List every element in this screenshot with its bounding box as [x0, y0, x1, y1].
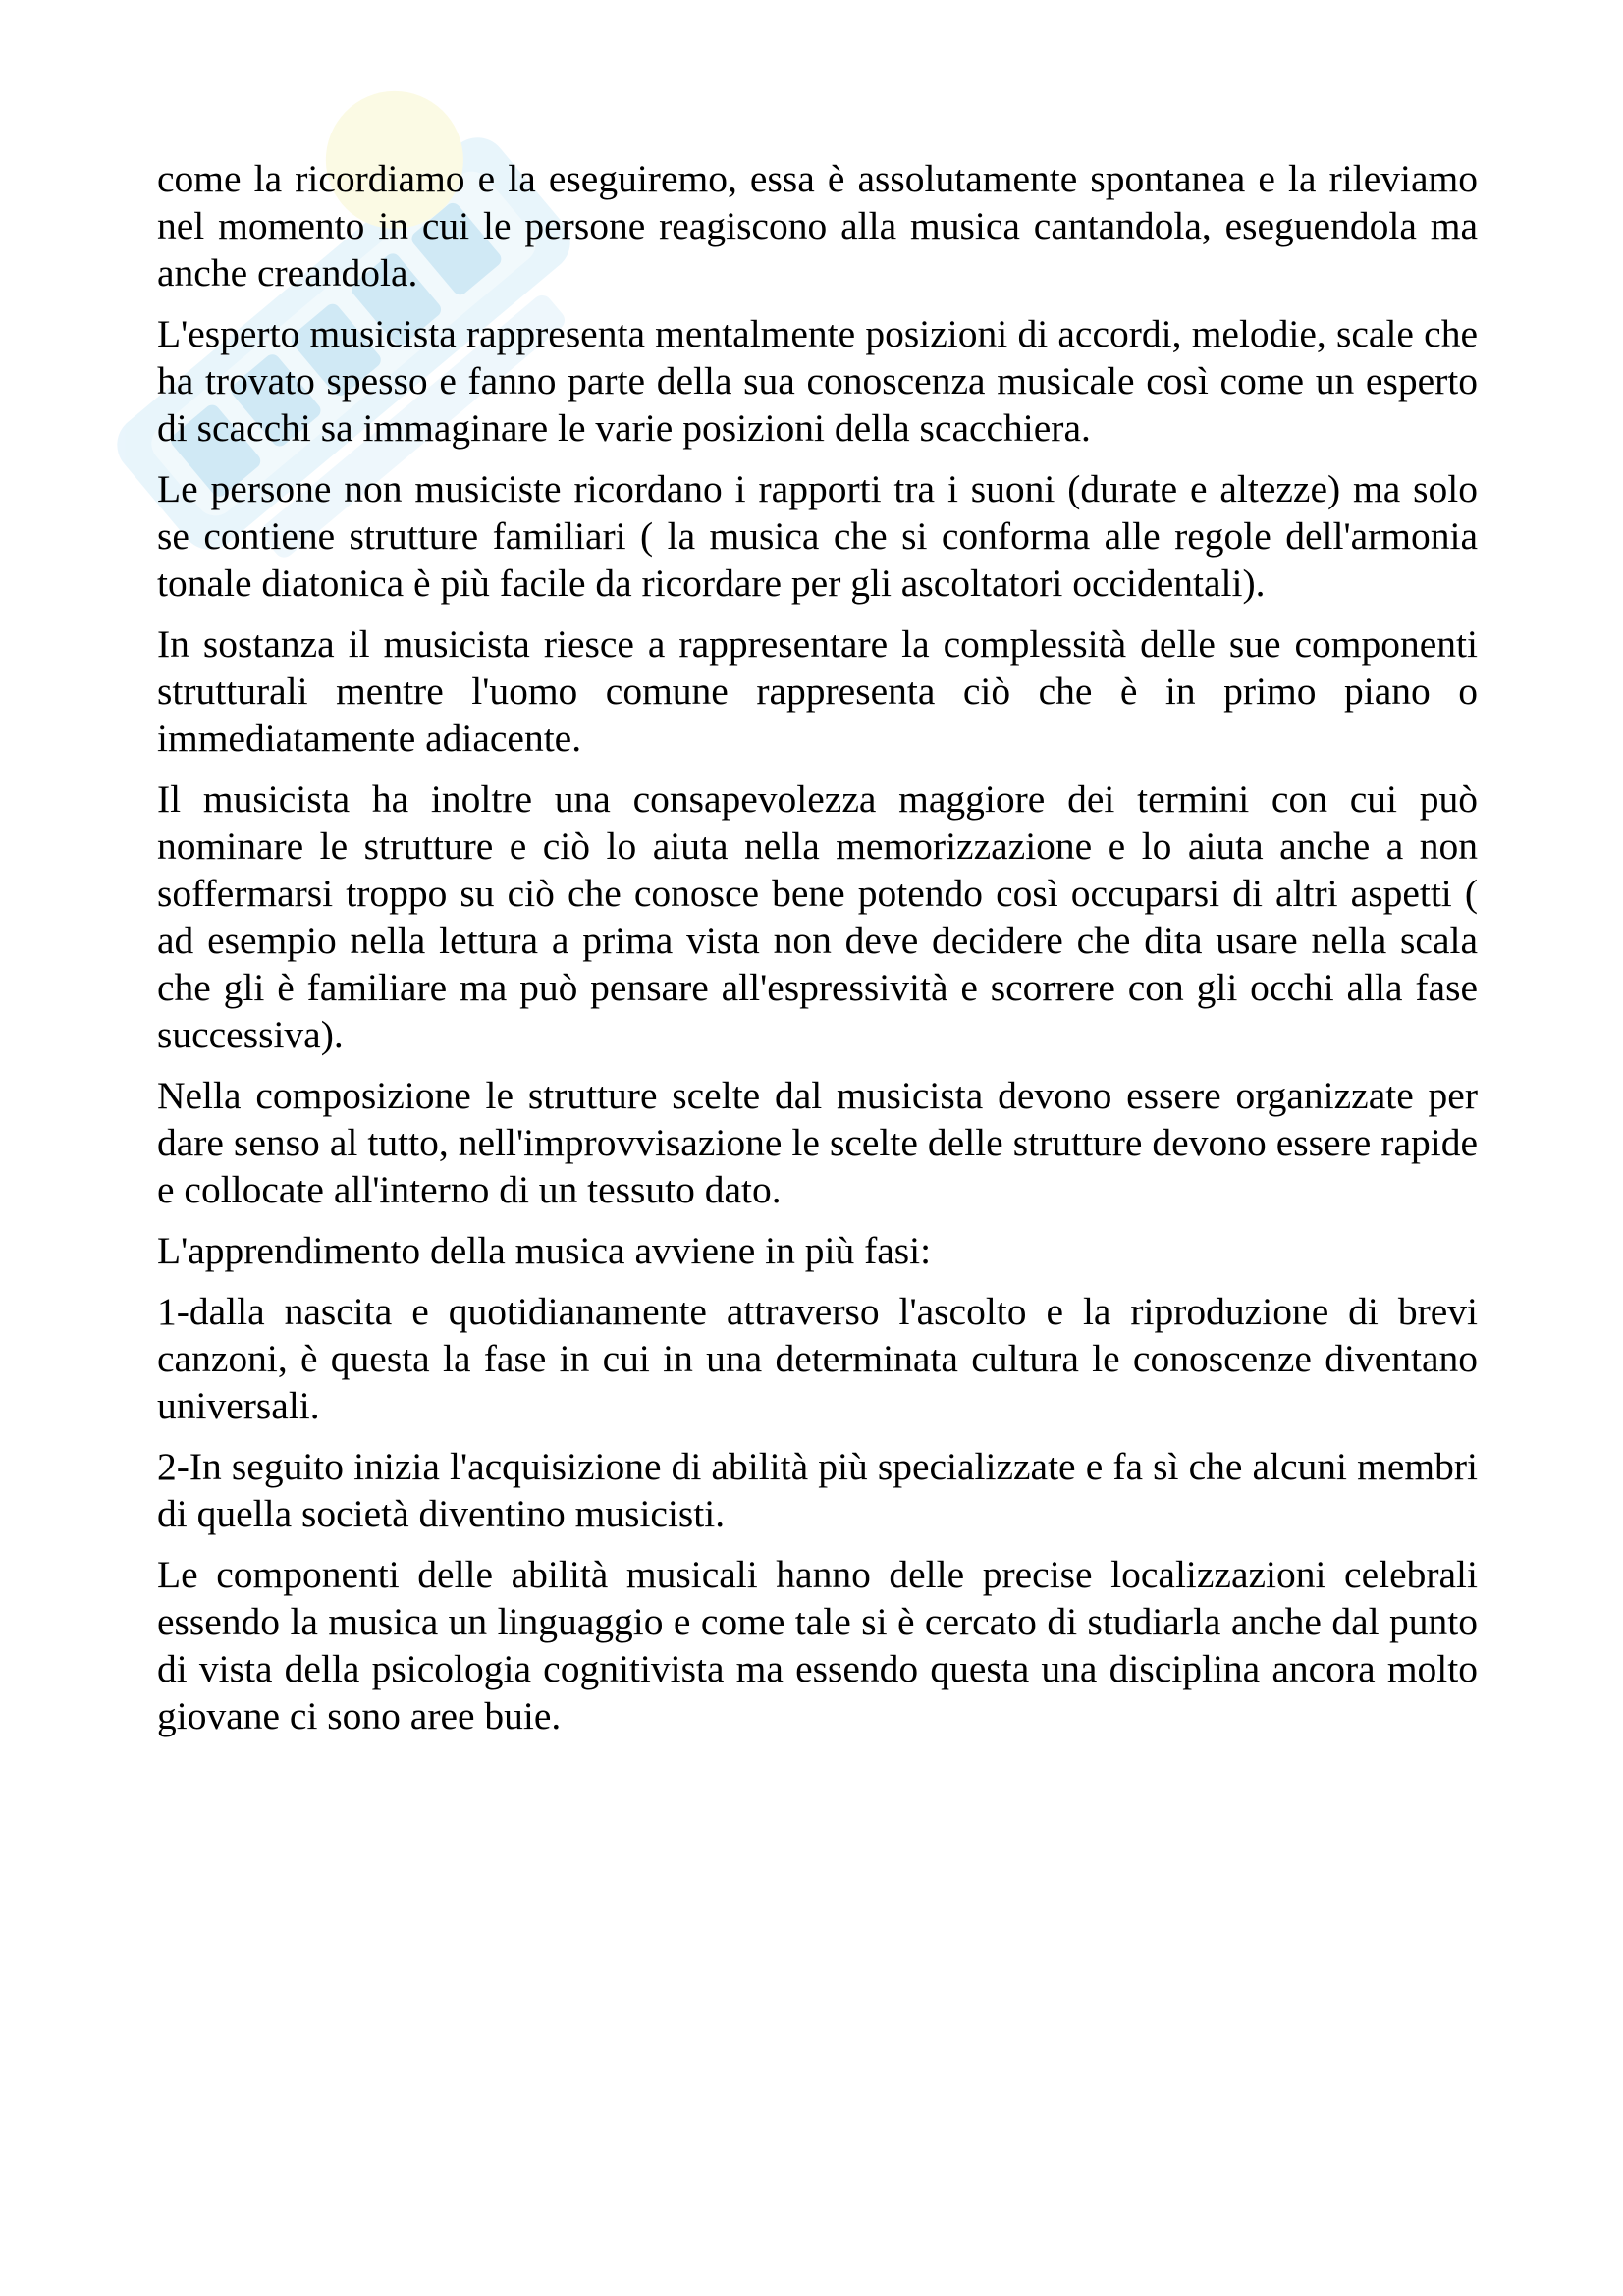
paragraph: Le componenti delle abilità musicali hanno delle precise localizzazioni celebrali essendo la musica un linguaggio e come tale si è cercato di studiarla anche dal punto di vista della psicologia cognitivista ma essendo questa una disciplina ancora molto giovane ci sono aree buie.: [157, 1553, 1478, 1737]
paragraph: Nella composizione le strutture scelte dal musicista devono essere organizzate per dare senso al tutto, nell'improvvisazione le scelte delle strutture devono essere rapide e collocate all'interno di un tessuto dato.: [157, 1074, 1478, 1211]
paragraph: L'esperto musicista rappresenta mentalmente posizioni di accordi, melodie, scale che ha trovato spesso e fanno parte della sua conoscenza musicale così come un esperto di scacchi sa immaginare le varie posizioni della scacchiera.: [157, 312, 1478, 450]
paragraph: 2-In seguito inizia l'acquisizione di abilità più specializzate e fa sì che alcuni membri di quella società diventino musicisti.: [157, 1445, 1478, 1535]
paragraph: Le persone non musiciste ricordano i rapporti tra i suoni (durate e altezze) ma solo se contiene strutture familiari ( la musica che si conforma alle regole dell'armonia tonale diatonica è più facile da ricordare per gli ascoltatori occidentali).: [157, 467, 1478, 605]
document-page: [157, 155, 1478, 1753]
paragraph: In sostanza il musicista riesce a rappresentare la complessità delle sue componenti strutturali mentre l'uomo comune rappresenta ciò che è in primo piano o immediatamente adiacente.: [157, 622, 1478, 760]
paragraph: Il musicista ha inoltre una consapevolezza maggiore dei termini con cui può nominare le strutture e ciò lo aiuta nella memorizzazione e lo aiuta anche a non soffermarsi troppo su ciò che conosce bene potendo così occuparsi di altri aspetti ( ad esempio nella lettura a prima vista non deve decidere che dita usare nella scala che gli è familiare ma può pensare all'espressività e scorrere con gli occhi alla fase successiva).: [157, 777, 1478, 1056]
paragraph: L'apprendimento della musica avviene in più fasi:: [157, 1229, 932, 1272]
paragraph: 1-dalla nascita e quotidianamente attraverso l'ascolto e la riproduzione di brevi canzoni, è questa la fase in cui in una determinata cultura le conoscenze diventano universali.: [157, 1290, 1478, 1427]
paragraph: come la ricordiamo e la eseguiremo, essa è assolutamente spontanea e la rileviamo nel momento in cui le persone reagiscono alla musica cantandola, eseguendola ma anche creandola.: [157, 157, 1478, 294]
